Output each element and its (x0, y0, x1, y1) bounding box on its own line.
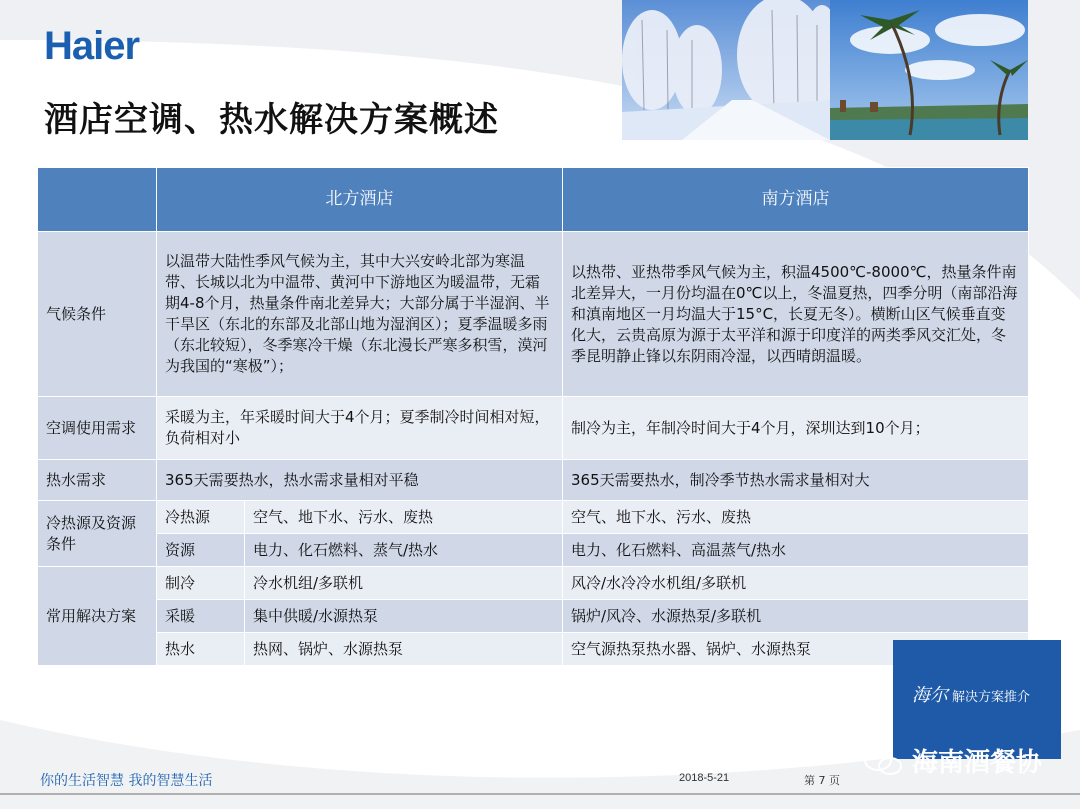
cell-south-solution-1: 锅炉/风冷、水源热泵/多联机 (563, 600, 1029, 633)
table-header-row (38, 168, 1029, 232)
hotel-solutions-table (37, 167, 1029, 666)
cell-north-solution-1: 集中供暖/水源热泵 (245, 600, 563, 633)
cell-north-ac-demand: 采暖为主，年采暖时间大于4个月；夏季制冷时间相对短，负荷相对小 (157, 397, 563, 460)
cell-north-source-1: 电力、化石燃料、蒸气/热水 (245, 534, 563, 567)
sub-label-source-0: 冷热源 (157, 501, 245, 534)
header-north-hotel: 北方酒店 (157, 168, 563, 232)
row-label-hot-water: 热水需求 (38, 460, 157, 501)
table-row-source-2 (38, 534, 1029, 567)
cell-south-hot-water: 365天需要热水，制冷季节热水需求量相对大 (563, 460, 1029, 501)
cell-south-source-0: 空气、地下水、污水、废热 (563, 501, 1029, 534)
cell-north-solution-2: 热网、锅炉、水源热泵 (245, 633, 563, 666)
cell-north-hot-water: 365天需要热水，热水需求量相对平稳 (157, 460, 563, 501)
header-empty-cell (38, 168, 157, 232)
badge-label: 解决方案推介 (952, 690, 1031, 705)
haier-logo: Haier (44, 24, 140, 68)
row-label-climate: 气候条件 (38, 232, 157, 397)
table-row-solution-2 (38, 600, 1029, 633)
cell-south-solution-0: 风冷/水冷冷水机组/多联机 (563, 567, 1029, 600)
badge-script-logo: 海尔 (912, 685, 948, 706)
cell-south-climate: 以热带、亚热带季风气候为主，积温4500℃-8000℃，热量条件南北差异大，一月份均温在0℃以上，冬温夏热，四季分明（南部沿海和滇南地区一月均温大于15°C，长夏无冬）。横断山区气候垂直变化大，云贵高原为源于太平洋和源于印度洋的两类季风交汇处，冬季昆明静止锋以东阴雨冷湿，以西晴朗温暖。 (563, 232, 1029, 397)
watermark-text: 海南酒餐协 (912, 748, 1043, 778)
table-row-climate (38, 232, 1029, 397)
table-row-solution-3 (38, 633, 1029, 666)
sub-label-solution-0: 制冷 (157, 567, 245, 600)
header-south-hotel: 南方酒店 (563, 168, 1029, 232)
table-row-source-1 (38, 501, 1029, 534)
cell-south-ac-demand: 制冷为主，年制冷时间大于4个月，深圳达到10个月； (563, 397, 1029, 460)
cell-south-source-1: 电力、化石燃料、高温蒸气/热水 (563, 534, 1029, 567)
row-label-ac-demand: 空调使用需求 (38, 397, 157, 460)
page-title: 酒店空调、热水解决方案概述 (44, 100, 499, 140)
footer-slogan: 你的生活智慧 我的智慧生活 (40, 773, 213, 789)
badge-text (912, 681, 1030, 707)
footer-date: 2018-5-21 (679, 772, 730, 784)
sub-label-solution-2: 热水 (157, 633, 245, 666)
sub-label-solution-1: 采暖 (157, 600, 245, 633)
wechat-icon (862, 746, 906, 778)
table-row-hot-water (38, 460, 1029, 501)
footer-page-number: 第 7 页 (804, 774, 840, 787)
row-label-solutions: 常用解决方案 (38, 567, 157, 666)
table-row-solution-1 (38, 567, 1029, 600)
cell-north-climate: 以温带大陆性季风气候为主，其中大兴安岭北部为寒温带、长城以北为中温带、黄河中下游地区为暖温带，无霜期4-8个月，热量条件南北差异大；大部分属于半湿润、半干旱区（东北的东部及北部山地为湿润区）；夏季温暖多雨（东北较短），冬季寒冷干燥（东北漫长严寒多积雪，漠河为我国的“寒极”）； (157, 232, 563, 397)
row-label-source: 冷热源及资源条件 (38, 501, 157, 567)
footer-divider (0, 793, 1080, 795)
table-row-ac-demand (38, 397, 1029, 460)
sub-label-source-1: 资源 (157, 534, 245, 567)
tropical-photo (830, 0, 1028, 140)
cell-south-solution-2: 空气源热泵热水器、锅炉、水源热泵 (563, 633, 1029, 666)
cell-north-source-0: 空气、地下水、污水、废热 (245, 501, 563, 534)
winter-photo (622, 0, 830, 140)
cell-north-solution-0: 冷水机组/多联机 (245, 567, 563, 600)
